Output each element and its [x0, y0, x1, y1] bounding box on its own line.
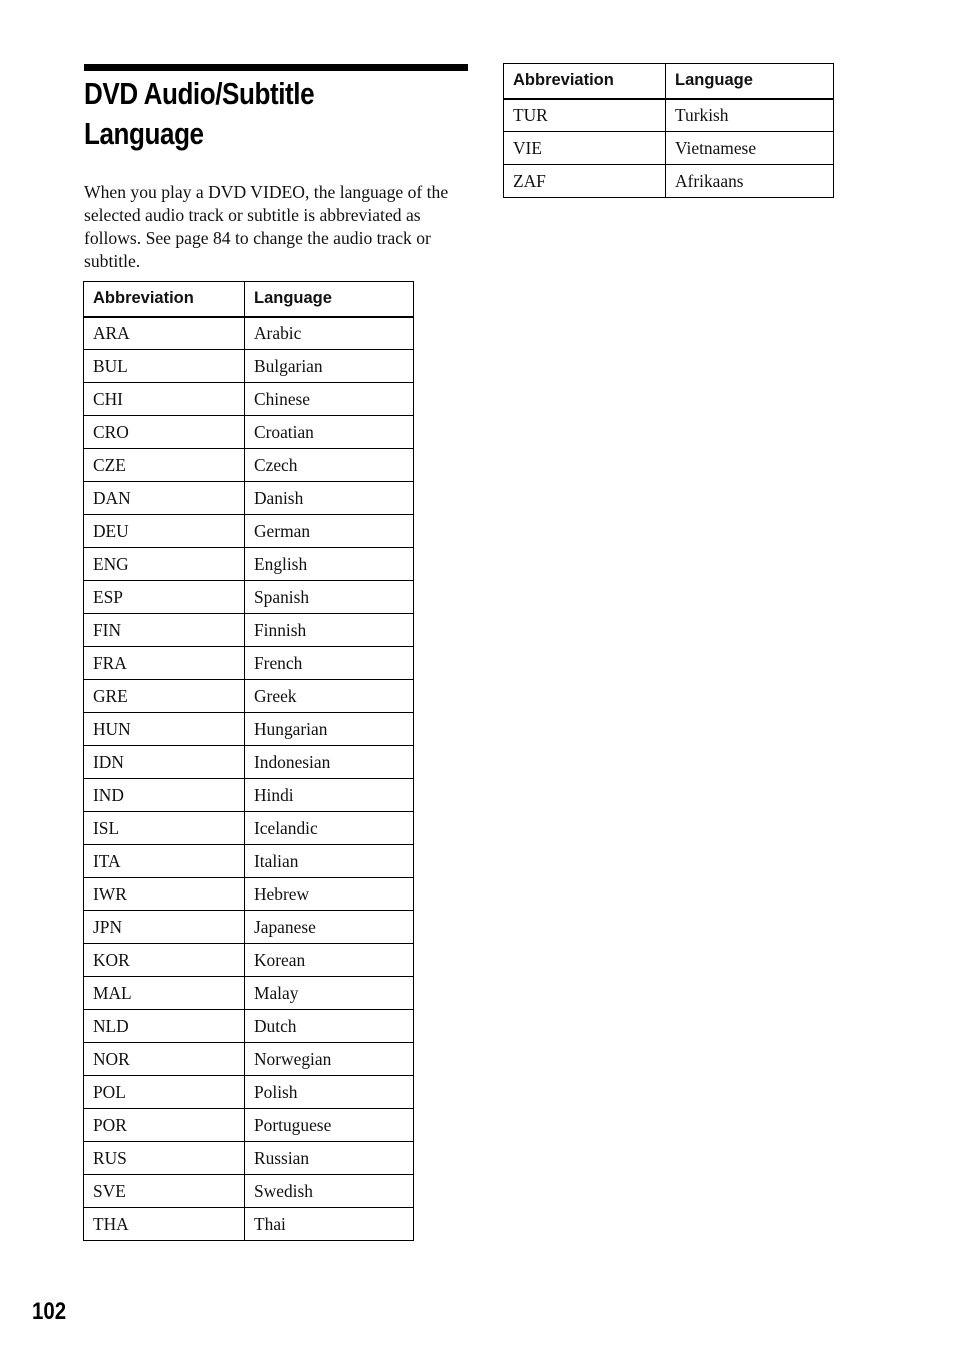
language-cell: Finnish — [245, 614, 414, 647]
table-row — [84, 878, 414, 911]
language-cell: Swedish — [245, 1175, 414, 1208]
language-cell: Russian — [245, 1142, 414, 1175]
language-cell: French — [245, 647, 414, 680]
table-row — [84, 779, 414, 812]
language-cell: Spanish — [245, 581, 414, 614]
table-header-row — [504, 64, 834, 99]
table-row — [84, 1010, 414, 1043]
abbreviation-cell: SVE — [84, 1175, 245, 1208]
table-row — [84, 977, 414, 1010]
table-row — [84, 746, 414, 779]
abbreviation-cell: ISL — [84, 812, 245, 845]
abbreviation-cell: IWR — [84, 878, 245, 911]
abbreviation-cell: DAN — [84, 482, 245, 515]
abbreviation-cell: CRO — [84, 416, 245, 449]
language-cell: Afrikaans — [666, 165, 834, 198]
abbreviation-cell: DEU — [84, 515, 245, 548]
abbreviation-cell: POR — [84, 1109, 245, 1142]
language-cell: German — [245, 515, 414, 548]
language-cell: Portuguese — [245, 1109, 414, 1142]
abbreviation-cell: ZAF — [504, 165, 666, 198]
language-cell: English — [245, 548, 414, 581]
abbreviation-cell: VIE — [504, 132, 666, 165]
language-cell: Korean — [245, 944, 414, 977]
abbreviation-cell: MAL — [84, 977, 245, 1010]
language-cell: Polish — [245, 1076, 414, 1109]
language-cell: Indonesian — [245, 746, 414, 779]
page-number: 102 — [32, 1298, 67, 1325]
title-rule — [84, 64, 468, 71]
table-row — [84, 350, 414, 383]
abbreviation-cell: IND — [84, 779, 245, 812]
table-row — [84, 1043, 414, 1076]
abbreviation-cell: GRE — [84, 680, 245, 713]
table-row — [504, 165, 834, 198]
table-row — [84, 581, 414, 614]
abbreviation-cell: NLD — [84, 1010, 245, 1043]
page-title — [84, 74, 407, 154]
language-cell: Bulgarian — [245, 350, 414, 383]
language-cell: Hindi — [245, 779, 414, 812]
abbreviation-cell: POL — [84, 1076, 245, 1109]
language-cell: Croatian — [245, 416, 414, 449]
language-cell: Hungarian — [245, 713, 414, 746]
abbreviation-cell: FIN — [84, 614, 245, 647]
intro-paragraph: When you play a DVD VIDEO, the language of the selected audio track or subtitle is abbreviated as follows. See page 84 to change the audio track or subtitle. — [84, 182, 449, 271]
language-cell: Thai — [245, 1208, 414, 1241]
table-row — [84, 911, 414, 944]
abbreviation-cell: CZE — [84, 449, 245, 482]
table-row — [84, 416, 414, 449]
abbreviation-cell: TUR — [504, 99, 666, 132]
table-row — [504, 99, 834, 132]
language-cell: Chinese — [245, 383, 414, 416]
table-row — [84, 944, 414, 977]
table-row — [84, 548, 414, 581]
abbreviation-cell: ITA — [84, 845, 245, 878]
table-row — [84, 482, 414, 515]
language-cell: Hebrew — [245, 878, 414, 911]
table-row — [84, 713, 414, 746]
language-cell: Dutch — [245, 1010, 414, 1043]
language-table-continued — [503, 63, 834, 198]
abbreviation-cell: JPN — [84, 911, 245, 944]
abbreviation-cell: FRA — [84, 647, 245, 680]
language-cell: Czech — [245, 449, 414, 482]
language-cell: Italian — [245, 845, 414, 878]
language-table — [83, 281, 414, 1241]
table-header-row — [84, 282, 414, 317]
abbreviation-cell: BUL — [84, 350, 245, 383]
table-row — [84, 1076, 414, 1109]
abbreviation-cell: KOR — [84, 944, 245, 977]
language-cell: Malay — [245, 977, 414, 1010]
abbreviation-cell: THA — [84, 1208, 245, 1241]
abbreviation-cell: RUS — [84, 1142, 245, 1175]
table-row — [84, 647, 414, 680]
language-cell: Arabic — [245, 317, 414, 350]
abbreviation-cell: ESP — [84, 581, 245, 614]
abbreviation-cell: ENG — [84, 548, 245, 581]
abbreviation-cell: HUN — [84, 713, 245, 746]
language-cell: Japanese — [245, 911, 414, 944]
page-title-line-2: Language — [84, 116, 204, 151]
table-row — [84, 680, 414, 713]
language-column-header: Language — [245, 282, 414, 317]
table-row — [84, 1175, 414, 1208]
abbreviation-column-header: Abbreviation — [504, 64, 666, 99]
language-cell: Turkish — [666, 99, 834, 132]
table-row — [84, 1109, 414, 1142]
abbreviation-cell: CHI — [84, 383, 245, 416]
table-row — [84, 845, 414, 878]
language-cell: Icelandic — [245, 812, 414, 845]
abbreviation-cell: ARA — [84, 317, 245, 350]
table-row — [84, 614, 414, 647]
language-column-header: Language — [666, 64, 834, 99]
table-row — [84, 317, 414, 350]
table-row — [84, 515, 414, 548]
table-row — [84, 1142, 414, 1175]
table-row — [84, 1208, 414, 1241]
table-row — [84, 449, 414, 482]
language-cell: Norwegian — [245, 1043, 414, 1076]
language-cell: Danish — [245, 482, 414, 515]
language-cell: Vietnamese — [666, 132, 834, 165]
table-row — [504, 132, 834, 165]
table-row — [84, 383, 414, 416]
language-cell: Greek — [245, 680, 414, 713]
page-title-line-1: DVD Audio/Subtitle — [84, 76, 315, 111]
abbreviation-cell: NOR — [84, 1043, 245, 1076]
abbreviation-cell: IDN — [84, 746, 245, 779]
abbreviation-column-header: Abbreviation — [84, 282, 245, 317]
table-row — [84, 812, 414, 845]
